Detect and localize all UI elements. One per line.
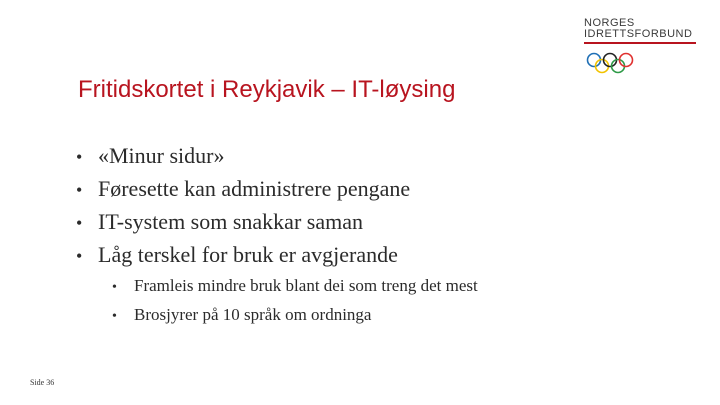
norges-idrettsforbund-logo bbox=[584, 18, 704, 80]
bullet-dot: • bbox=[112, 280, 117, 295]
bullet-item bbox=[76, 173, 410, 206]
sub-bullet-text: Framleis mindre bruk blant dei som treng det mest bbox=[134, 276, 478, 295]
bullet-item bbox=[76, 140, 410, 173]
bullet-item bbox=[76, 206, 410, 239]
sub-bullet-item bbox=[112, 272, 478, 301]
bullet-dot: • bbox=[76, 180, 83, 200]
logo-text-line1: NORGES bbox=[584, 17, 635, 29]
bullet-text: «Minur sidur» bbox=[98, 143, 225, 168]
bullet-dot: • bbox=[76, 213, 83, 233]
bullet-text: IT-system som snakkar saman bbox=[98, 209, 363, 234]
bullet-text: Føresette kan administrere pengane bbox=[98, 176, 411, 201]
page-number: Side 36 bbox=[30, 378, 55, 387]
bullet-item bbox=[76, 239, 410, 272]
sub-bullet-text: Brosjyrer på 10 språk om ordninga bbox=[134, 305, 372, 324]
olympic-rings-icon bbox=[586, 52, 634, 74]
bullet-dot: • bbox=[76, 147, 83, 167]
logo-underline bbox=[584, 42, 696, 44]
sub-bullet-item bbox=[112, 301, 478, 330]
logo-text-line2: IDRETTSFORBUND bbox=[584, 28, 693, 40]
bullet-list bbox=[76, 140, 410, 272]
sub-bullet-list bbox=[112, 272, 478, 330]
slide-title: Fritidskortet i Reykjavik – IT-løysing bbox=[78, 76, 456, 103]
bullet-dot: • bbox=[76, 246, 83, 266]
bullet-dot: • bbox=[112, 309, 117, 324]
bullet-text: Låg terskel for bruk er avgjerande bbox=[98, 242, 398, 267]
